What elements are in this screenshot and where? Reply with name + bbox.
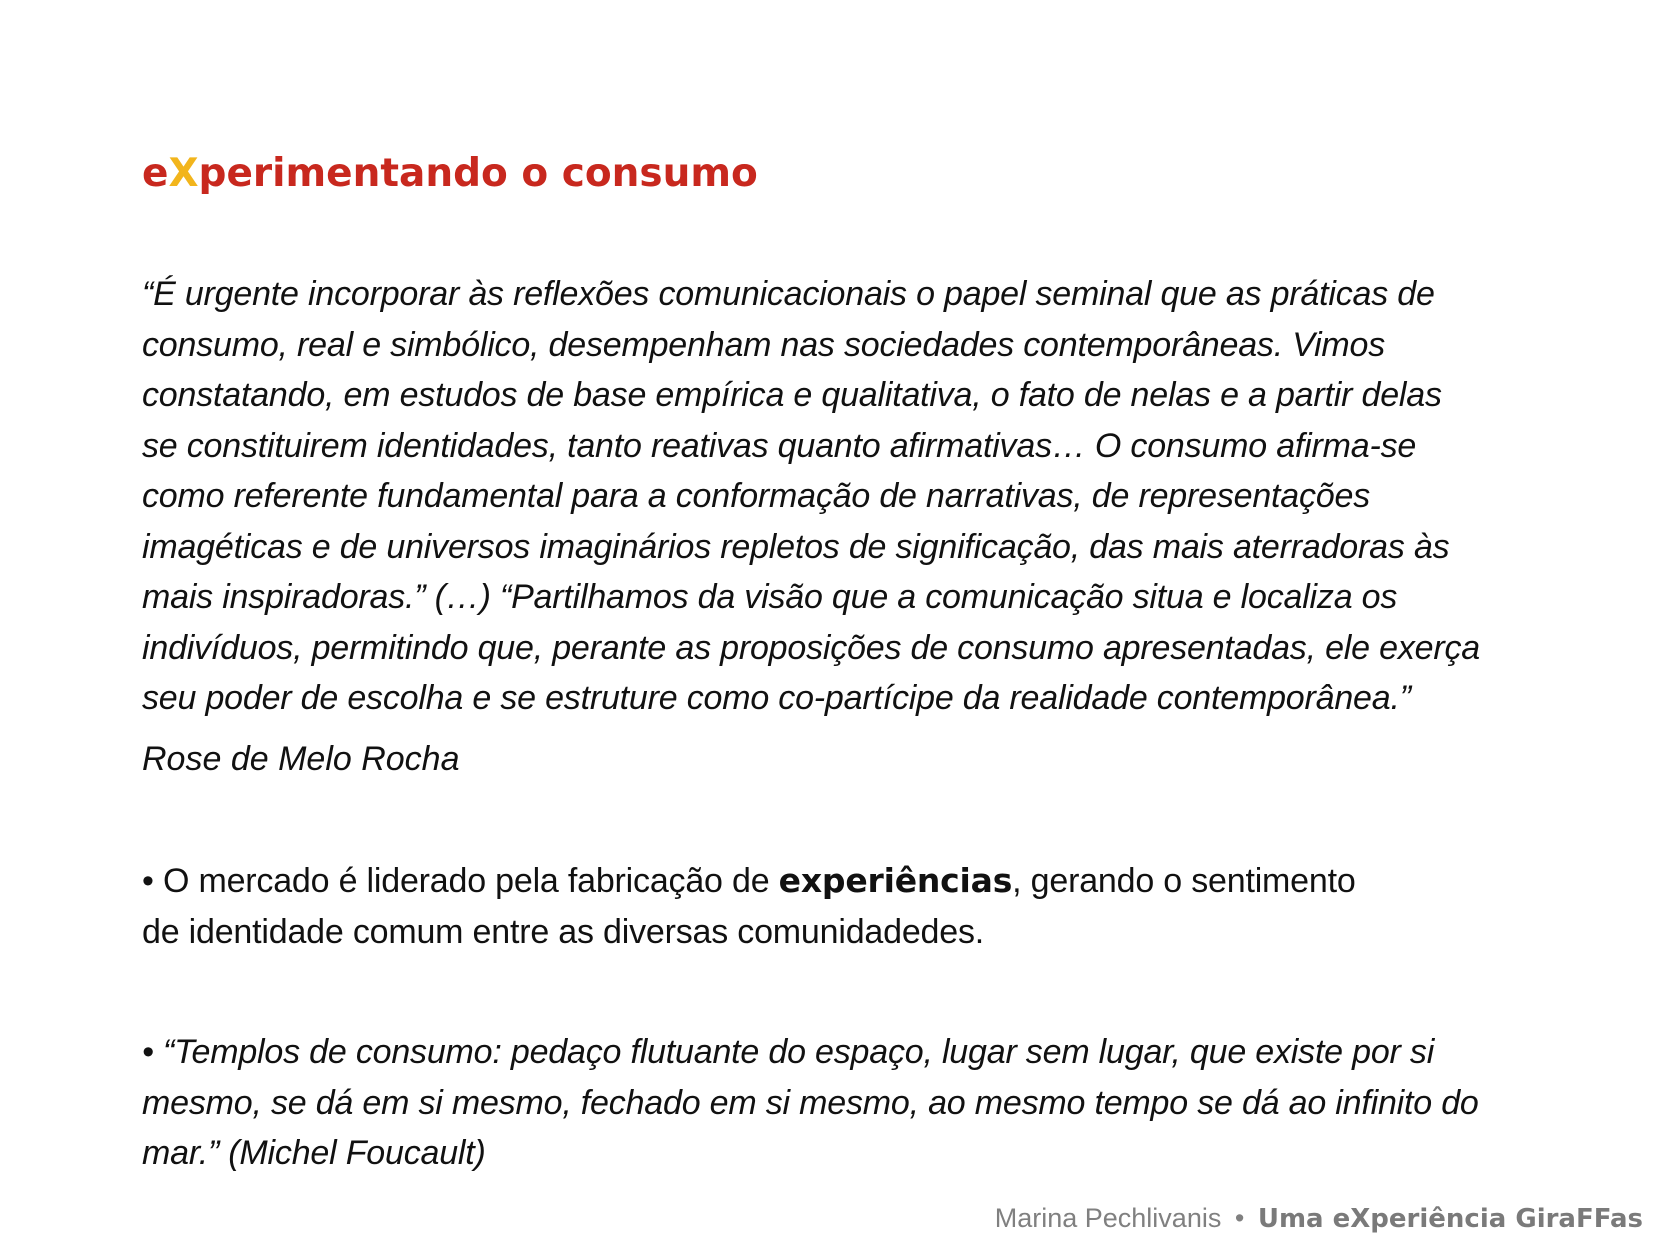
title-rest: perimentando o consumo [198,151,758,196]
footer-author: Marina Pechlivanis [994,1203,1222,1233]
bullet-market-experiences [142,856,1562,957]
quote-block [142,269,1562,724]
bullet-line: de identidade comum entre as diversas comunidadedes. [142,912,984,951]
title-prefix: e [142,151,169,196]
quote-line: indivíduos, permitindo que, perante as proposições de consumo apresentadas, ele exerça [142,628,1480,667]
bold-keyword: experiências [778,861,1013,900]
bullet-text-before: • O mercado é liderado pela fabricação de [142,862,779,900]
bullet-line [142,856,1562,907]
quote-line: consumo, real e simbólico, desempenham nas sociedades contemporâneas. Vimos [142,325,1386,364]
bullet-line: • “Templos de consumo: pedaço flutuante do espaço, lugar sem lugar, que existe por si [142,1033,1435,1071]
slide-title [142,150,758,198]
quote-line: imagéticas e de universos imaginários repletos de significação, das mais aterradoras às [142,527,1450,566]
bullet-foucault-quote [142,1027,1562,1179]
footer-separator: • [1234,1203,1245,1233]
footer-brand: Uma eXperiência GiraFFas [1257,1204,1643,1234]
bullet-line: mar.” (Michel Foucault) [142,1134,486,1172]
quote-line: “É urgente incorporar às reflexões comunicacionais o papel seminal que as práticas de [142,275,1435,313]
quote-line: se constituirem identidades, tanto reativas quanto afirmativas… O consumo afirma-se [142,426,1417,465]
slide-footer [995,1200,1643,1237]
quote-author: Rose de Melo Rocha [142,740,460,778]
bullet-text-after: , gerando o sentimento [1012,862,1356,900]
quote-line: constatando, em estudos de base empírica e qualitativa, o fato de nelas e a partir delas [142,376,1442,414]
quote-line: mais inspiradoras.” (…) “Partilhamos da visão que a comunicação situa e localiza os [142,578,1398,616]
bullet-line: mesmo, se dá em si mesmo, fechado em si mesmo, ao mesmo tempo se dá ao infinito do [142,1083,1479,1122]
quote-line: seu poder de escolha e se estruture como co-partícipe da realidade contemporânea.” [142,679,1411,717]
title-highlight-letter: X [168,151,199,196]
quote-line: como referente fundamental para a conformação de narrativas, de representações [142,477,1371,515]
